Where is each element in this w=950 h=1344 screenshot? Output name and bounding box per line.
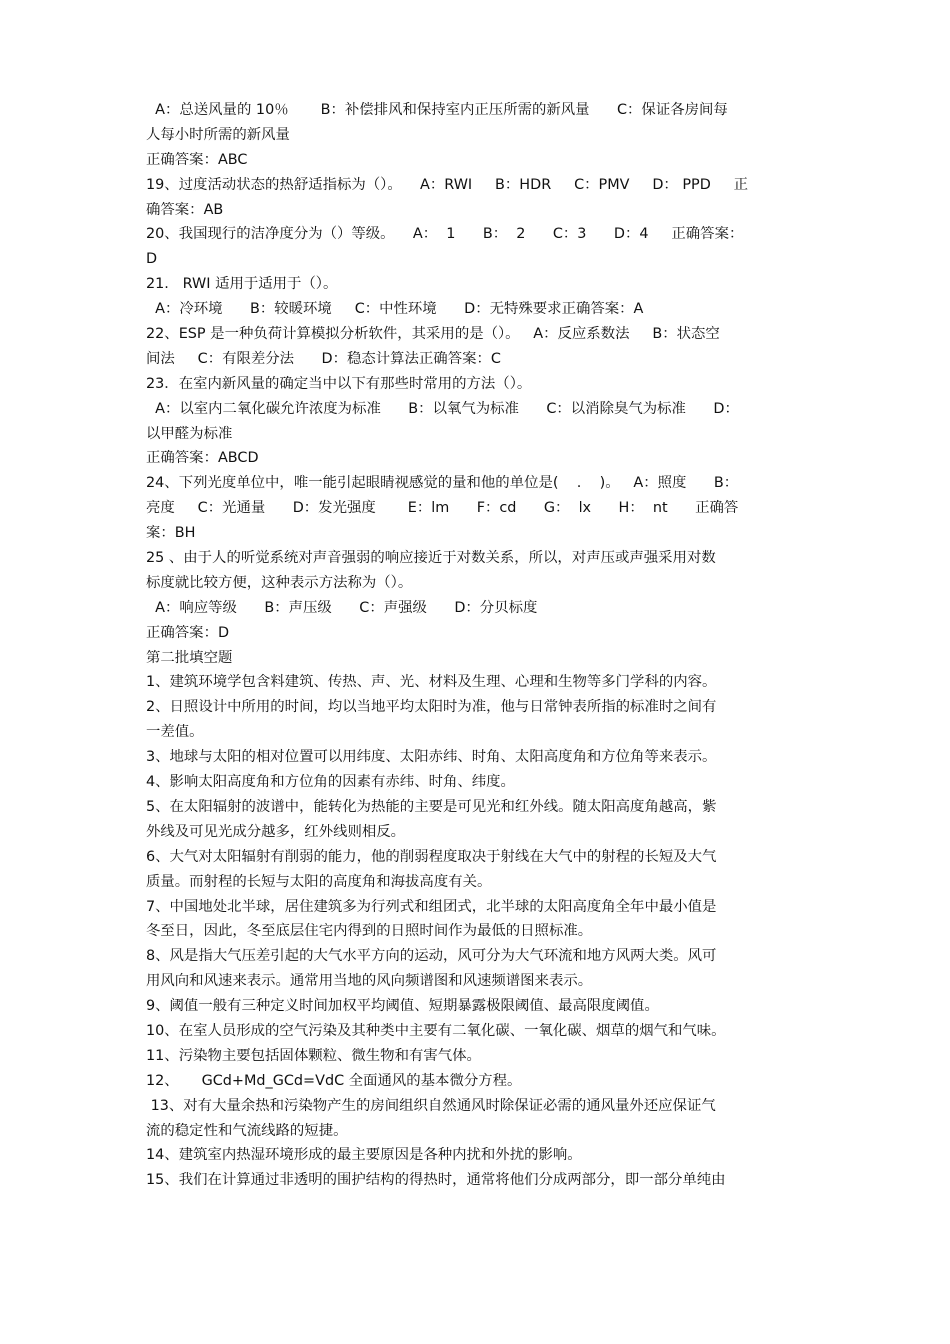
fill-item-13: 13、对有大量余热和污染物产生的房间组织自然通风时除保证必需的通风量外还应保证气 [146,1097,716,1114]
fill-item-2: 2、日照设计中所用的时间，均以当地平均太阳时为准，他与日常钟表所指的标准时之间有 [146,699,717,716]
fill-item-14: 14、建筑室内热湿环境形成的最主要原因是各种内扰和外扰的影响。 [146,1147,582,1164]
options-line: A：响应等级 B：声压级 C：声强级 D：分贝标度 [146,599,538,616]
fill-item-8: 8、风是指大气压差引起的大气水平方向的运动，风可分为大气环流和地方风两大类。风可 [146,948,717,965]
fill-item-15: 15、我们在计算通过非透明的围护结构的得热时，通常将他们分成两部分，即一部分单纯由 [146,1172,726,1189]
options-line: 亮度 C：光通量 D：发光强度 E：lm F：cd G： lx H： nt 正确答 [146,500,739,517]
answer-line: 正确答案：D [146,624,230,641]
question-23: 23．在室内新风量的确定当中以下有那些时常用的方法（）。 [146,375,532,392]
answer-line: 案：BH [146,525,196,542]
text-line: 冬至日，因此，冬至底层住宅内得到的日照时间作为最低的日照标准。 [146,923,593,940]
text-line: 一差值。 [146,724,204,741]
fill-item-6: 6、大气对太阳辐射有削弱的能力，他的削弱程度取决于射线在大气中的射程的长短及大气 [146,848,717,865]
answer-line: 正确答案：ABC [146,151,248,168]
document-page [146,98,812,1193]
question-19: 19、过度活动状态的热舒适指标为（）。 A：RWI B：HDR C：PMV D： PPD 正 [146,176,749,193]
answer-line: D [146,251,158,268]
fill-item-4: 4、影响太阳高度角和方位角的因素有赤纬、时角、纬度。 [146,774,515,791]
fill-item-10: 10、在室人员形成的空气污染及其种类中主要有二氧化碳、一氧化碳、烟草的烟气和气味。 [146,1022,726,1039]
text-line: A：总送风量的 10％ B：补偿排风和保持室内正压所需的新风量 C：保证各房间每 [146,102,728,118]
question-25: 25 、由于人的听觉系统对声音强弱的响应接近于对数关系，所以，对声压或声强采用对数 [146,550,716,567]
text-line: 标度就比较方便，这种表示方法称为（）。 [146,574,413,591]
options-line: A：以室内二氧化碳允许浓度为标准 B：以氧气为标准 C：以消除臭气为标准 D： [146,400,739,417]
fill-item-9: 9、阈值一般有三种定义时间加权平均阈值、短期暴露极限阈值、最高限度阈值。 [146,998,659,1015]
fill-item-1: 1、建筑环境学包含料建筑、传热、声、光、材料及生理、心理和生物等多门学科的内容。 [146,674,717,691]
options-line: 以甲醛为标准 [146,425,233,442]
text-line: 流的稳定性和气流线路的短捷。 [146,1122,348,1139]
question-24: 24、下列光度单位中，唯一能引起眼睛视感觉的量和他的单位是( . )。 A：照度 B： [146,475,739,492]
question-22: 22、ESP 是一种负荷计算模拟分析软件，其采用的是（）。 A：反应系数法 B：状态空 [146,326,720,343]
text-line: 外线及可见光成分越多，红外线则相反。 [146,823,406,840]
question-21: 21. RWI 适用于适用于（）。 [146,276,338,293]
answer-line: 正确答案：ABCD [146,450,259,467]
question-20: 20、我国现行的洁净度分为（）等级。 A： 1 B： 2 C：3 D：4 正确答案： [146,226,744,243]
text-line: 质量。而射程的长短与太阳的高度角和海拔高度有关。 [146,873,492,890]
fill-item-7: 7、中国地处北半球，居住建筑多为行列式和组团式，北半球的太阳高度角全年中最小值是 [146,898,717,915]
fill-item-12: 12、 GCd+Md_GCd=VdC 全面通风的基本微分方程。 [146,1072,522,1089]
answer-line: 确答案：AB [146,201,224,218]
options-line: 间法 C：有限差分法 D：稳态计算法正确答案：C [146,350,501,367]
options-line: A：冷环境 B：较暖环境 C：中性环境 D：无特殊要求正确答案：A [146,301,644,318]
fill-item-3: 3、地球与太阳的相对位置可以用纬度、太阳赤纬、时角、太阳高度角和方位角等来表示。 [146,749,717,766]
section-title: 第二批填空题 [146,649,233,666]
fill-item-11: 11、污染物主要包括固体颗粒、微生物和有害气体。 [146,1047,481,1064]
text-line: 用风向和风速来表示。通常用当地的风向频谱图和风速频谱图来表示。 [146,973,593,990]
text-line: 人每小时所需的新风量 [146,126,290,143]
fill-item-5: 5、在太阳辐射的波谱中，能转化为热能的主要是可见光和红外线。随太阳高度角越高，紫 [146,798,717,815]
